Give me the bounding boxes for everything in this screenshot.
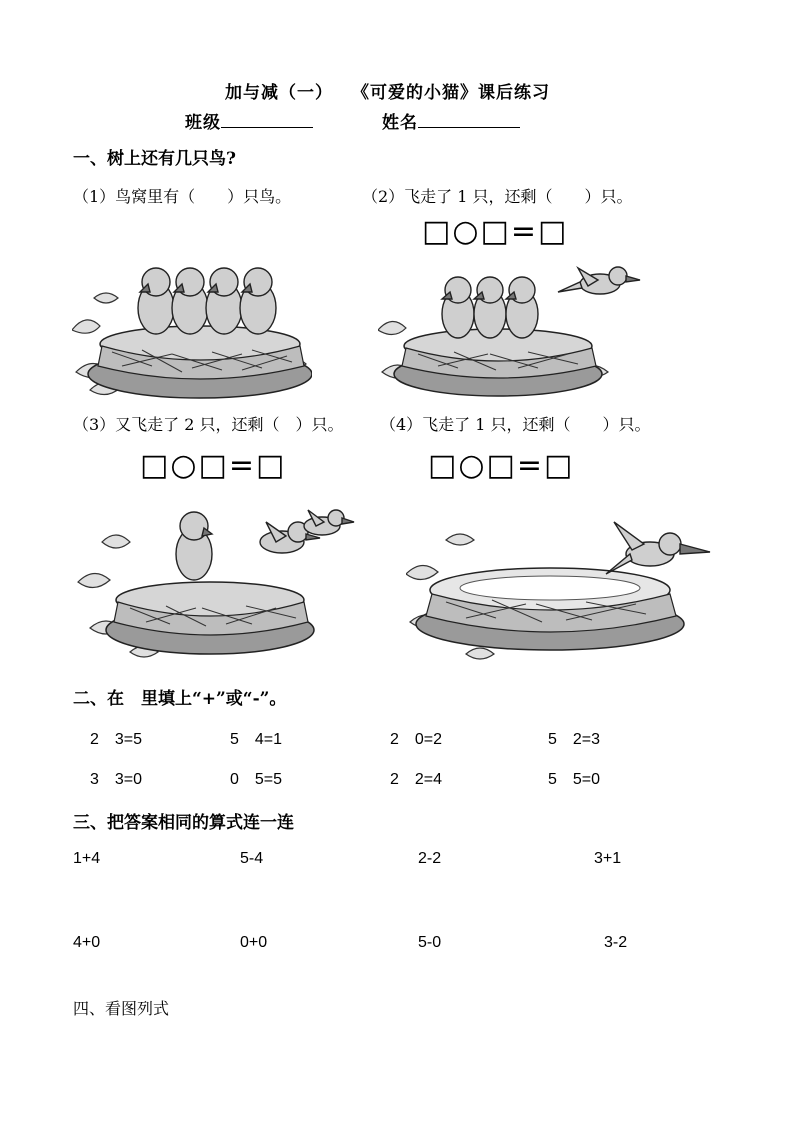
match-bottom-1[interactable]: 4+0 (73, 934, 101, 951)
nest-with-one-bird (76, 502, 356, 664)
name-field (382, 108, 520, 133)
section4-heading: 四、看图列式 (73, 999, 170, 1018)
nest-with-three-birds (378, 258, 648, 400)
name-label: 姓名 (382, 113, 418, 133)
class-label: 班级 (185, 113, 221, 133)
empty-nest (406, 514, 716, 664)
fill-sign-3[interactable]: 2 0=2 (390, 731, 443, 748)
question-4: （4）飞走了 1 只，还剩（ ）只。 (380, 415, 651, 434)
fill-sign-1[interactable]: 2 3=5 (90, 731, 143, 748)
match-top-2[interactable]: 5-4 (240, 850, 264, 867)
match-top-3[interactable]: 2-2 (418, 850, 442, 867)
question-1: （1）鸟窝里有（ ）只鸟。 (73, 187, 292, 206)
bird-icon (442, 277, 538, 338)
fill-sign-8[interactable]: 5 5=0 (548, 771, 601, 788)
fill-sign-6[interactable]: 0 5=5 (230, 771, 283, 788)
equation-boxes-4[interactable]: □○□=□ (428, 448, 575, 483)
bird-nest-icon (106, 582, 314, 654)
fill-sign-4[interactable]: 5 2=3 (548, 731, 601, 748)
match-bottom-3[interactable]: 5-0 (418, 934, 442, 951)
bird-icon (176, 512, 212, 580)
bird-nest-icon (88, 326, 312, 398)
section2-heading: 二、在 里填上“+”或“-”。 (73, 689, 287, 709)
fill-sign-7[interactable]: 2 2=4 (390, 771, 443, 788)
flying-bird-icon (260, 510, 354, 553)
question-2: （2）飞走了 1 只，还剩（ ）只。 (362, 187, 633, 206)
bird-nest-icon (394, 329, 602, 396)
section1-heading: 一、树上还有几只鸟? (73, 149, 236, 169)
fill-sign-2[interactable]: 5 4=1 (230, 731, 283, 748)
fill-sign-5[interactable]: 3 3=0 (90, 771, 143, 788)
worksheet-title: 加与减（一） 《可爱的小猫》课后练习 (225, 83, 550, 103)
name-blank[interactable] (418, 113, 520, 128)
equation-boxes-2[interactable]: □○□=□ (422, 214, 569, 249)
flying-bird-icon (606, 522, 710, 574)
match-top-4[interactable]: 3+1 (594, 850, 622, 867)
equation-boxes-3[interactable]: □○□=□ (140, 448, 287, 483)
match-top-1[interactable]: 1+4 (73, 850, 101, 867)
match-bottom-2[interactable]: 0+0 (240, 934, 268, 951)
class-field (185, 108, 313, 133)
match-bottom-4[interactable]: 3-2 (604, 934, 628, 951)
question-3: （3）又飞走了 2 只，还剩（ ）只。 (73, 415, 344, 434)
nest-with-four-birds (72, 262, 312, 400)
bird-icon (138, 268, 276, 334)
class-blank[interactable] (221, 113, 313, 128)
bird-nest-icon (416, 568, 684, 650)
flying-bird-icon (558, 267, 640, 294)
section3-heading: 三、把答案相同的算式连一连 (73, 813, 294, 833)
